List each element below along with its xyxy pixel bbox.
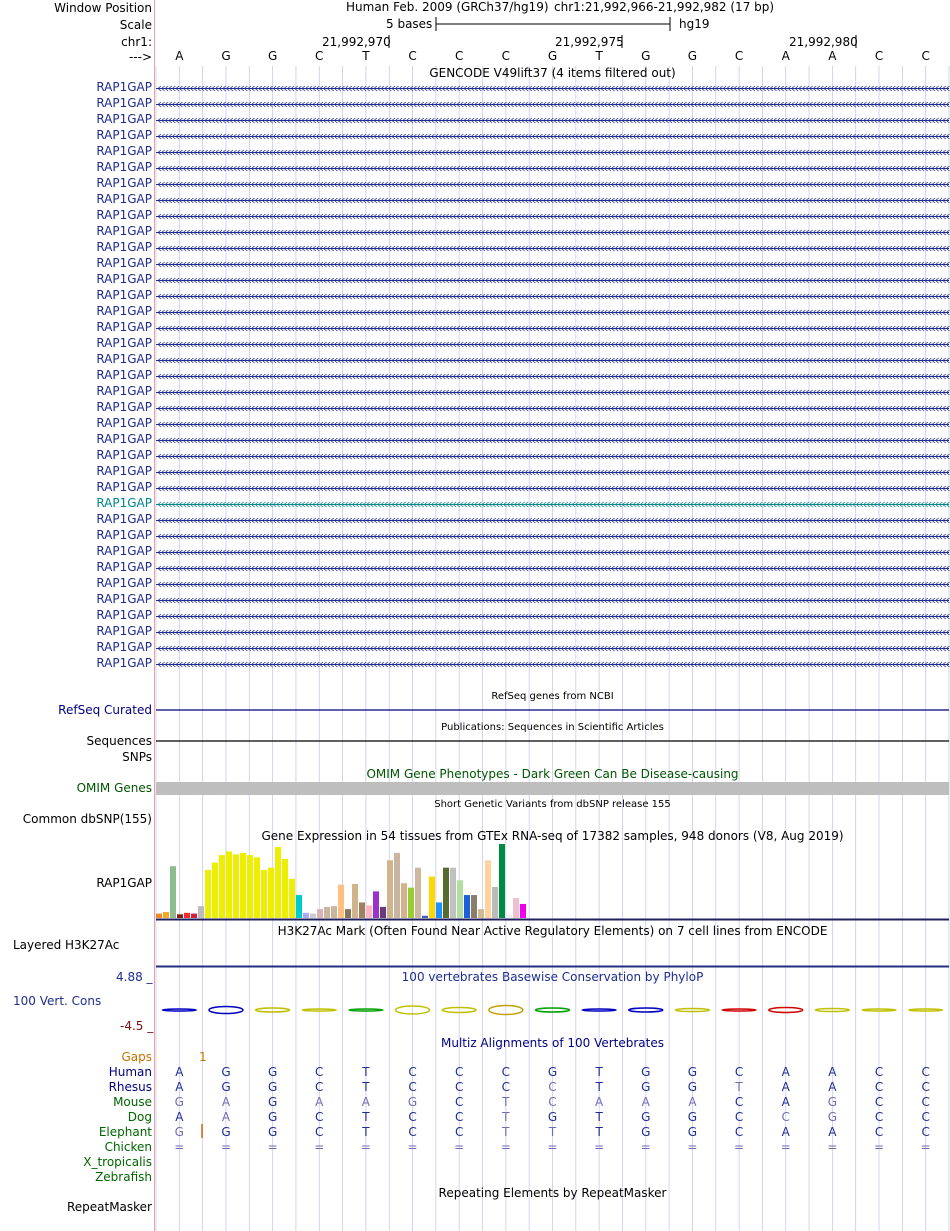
aligned-base: T	[595, 1125, 603, 1139]
gencode-gene-label[interactable]: RAP1GAP	[96, 128, 152, 142]
aligned-base: A	[315, 1095, 324, 1109]
gencode-gene-label[interactable]: RAP1GAP	[96, 176, 152, 190]
sequence-base: T	[362, 49, 370, 63]
gtex-tissue-bar	[471, 895, 477, 918]
aligned-base: G	[547, 1065, 558, 1079]
gtex-tissue-bar	[422, 916, 428, 918]
aligned-base: C	[455, 1065, 464, 1079]
gtex-tissue-bar	[275, 847, 281, 918]
gene-strand-arrows	[158, 582, 949, 587]
aligned-base: A	[781, 1125, 790, 1139]
aligned-base: A	[781, 1065, 790, 1079]
aligned-base: C	[408, 1125, 417, 1139]
gene-strand-arrows	[158, 150, 949, 155]
chrom-label: chr1:	[121, 35, 152, 49]
gtex-tissue-bar	[394, 853, 400, 918]
gtex-tissue-bar	[345, 909, 351, 918]
aligned-base: C	[874, 1095, 884, 1109]
aligned-base: G	[221, 1065, 231, 1079]
gtex-tissue-bar	[464, 895, 470, 918]
aligned-base: A	[781, 1095, 790, 1109]
gencode-gene-label[interactable]: RAP1GAP	[96, 240, 152, 254]
gtex-tissue-bar	[338, 885, 344, 918]
gtex-tissue-bar	[408, 888, 414, 918]
aligned-base: =	[734, 1140, 745, 1154]
gencode-gene-label[interactable]: RAP1GAP	[96, 544, 152, 558]
gtex-tissue-bar	[485, 860, 491, 918]
h3k27ac-track-label[interactable]: Layered H3K27Ac	[13, 938, 120, 952]
aligned-base: A	[828, 1080, 837, 1094]
aligned-base: C	[548, 1080, 557, 1094]
gtex-tissue-bar	[163, 912, 169, 918]
aligned-base: G	[547, 1110, 558, 1124]
gene-strand-arrows	[158, 550, 949, 555]
gene-strand-arrows	[158, 246, 949, 251]
gencode-gene-label[interactable]: RAP1GAP	[96, 112, 152, 126]
sequence-base: C	[501, 49, 511, 63]
aligned-base: G	[267, 1125, 278, 1139]
gencode-gene-label[interactable]: RAP1GAP	[96, 288, 152, 302]
gene-strand-arrows	[158, 502, 949, 507]
gtex-tissue-bar	[212, 863, 218, 919]
gtex-tissue-bar	[520, 904, 526, 918]
gene-strand-arrows	[158, 598, 949, 603]
gene-strand-arrows	[158, 326, 949, 331]
aligned-base: A	[221, 1095, 231, 1109]
gencode-gene-label[interactable]: RAP1GAP	[96, 640, 152, 654]
gencode-gene-label[interactable]: RAP1GAP	[96, 80, 152, 94]
strand-label: --->	[128, 50, 152, 64]
aligned-base: T	[502, 1110, 510, 1124]
gencode-gene-label[interactable]: RAP1GAP	[96, 528, 152, 542]
aligned-base: C	[408, 1110, 417, 1124]
gtex-tissue-bar	[478, 909, 484, 918]
gene-strand-arrows	[158, 166, 949, 171]
window-position-label: Window Position	[54, 1, 152, 15]
gencode-gene-label[interactable]: RAP1GAP	[96, 416, 152, 430]
gene-strand-arrows	[158, 182, 949, 187]
gtex-tissue-bar	[352, 884, 358, 918]
aligned-base: A	[781, 1080, 790, 1094]
aligned-base: C	[874, 1125, 884, 1139]
aligned-base: C	[501, 1065, 511, 1079]
gtex-tissue-bar	[373, 891, 379, 918]
gtex-tissue-bar	[303, 913, 309, 918]
aligned-base: =	[687, 1140, 698, 1154]
gtex-tissue-bar	[324, 907, 330, 918]
ruler-tick-label: 21,992,980	[789, 35, 858, 49]
aligned-base: G	[641, 1065, 651, 1079]
gencode-gene-label[interactable]: RAP1GAP	[96, 192, 152, 206]
repeatmasker-track-title[interactable]: Repeating Elements by RepeatMasker	[438, 1186, 667, 1200]
aligned-base: G	[827, 1095, 838, 1109]
gtex-tissue-bar	[317, 909, 323, 918]
aligned-base: G	[267, 1065, 278, 1079]
gtex-tissue-bar	[177, 914, 183, 918]
aligned-base: =	[454, 1140, 465, 1154]
aligned-base: =	[827, 1140, 838, 1154]
gtex-tissue-bar	[184, 913, 190, 918]
gene-strand-arrows	[158, 390, 949, 395]
gencode-gene-label[interactable]: RAP1GAP	[96, 384, 152, 398]
gencode-gene-label[interactable]: RAP1GAP	[96, 160, 152, 174]
aligned-base: G	[267, 1080, 278, 1094]
scale-text: 5 bases	[386, 17, 433, 31]
aligned-base: T	[735, 1080, 743, 1094]
aligned-base: T	[502, 1095, 510, 1109]
snps-label[interactable]: SNPs	[122, 750, 152, 764]
gtex-tissue-bar	[492, 887, 498, 918]
gene-strand-arrows	[158, 438, 949, 443]
gencode-gene-label[interactable]: RAP1GAP	[96, 448, 152, 462]
omim-bar	[156, 782, 949, 795]
aligned-base: =	[920, 1140, 931, 1154]
gene-strand-arrows	[158, 310, 949, 315]
species-label[interactable]: Mouse	[113, 1095, 152, 1109]
gtex-tissue-bar	[387, 860, 393, 918]
gene-strand-arrows	[158, 102, 949, 107]
species-label[interactable]: Chicken	[104, 1140, 152, 1154]
gencode-gene-label[interactable]: RAP1GAP	[96, 656, 152, 670]
gtex-tissue-bar	[443, 868, 449, 918]
aligned-base: C	[921, 1080, 930, 1094]
assembly-title: Human Feb. 2009 (GRCh37/hg19)	[346, 0, 549, 14]
gene-strand-arrows	[158, 230, 949, 235]
ruler-tick-label: 21,992,975	[555, 35, 624, 49]
aligned-base: C	[548, 1095, 557, 1109]
gencode-gene-label[interactable]: RAP1GAP	[96, 400, 152, 414]
aligned-base: A	[828, 1065, 837, 1079]
scale-label: Scale	[119, 18, 152, 32]
aligned-base: T	[595, 1065, 603, 1079]
gene-strand-arrows	[158, 630, 949, 635]
sequence-base: C	[315, 49, 324, 63]
aligned-base: T	[362, 1080, 370, 1094]
aligned-base: G	[407, 1095, 418, 1109]
gtex-tissue-bar	[226, 851, 232, 918]
aligned-base: C	[734, 1095, 744, 1109]
gtex-tissue-bar	[191, 914, 197, 918]
sequence-base: A	[175, 49, 184, 63]
gtex-tissue-bar	[156, 914, 162, 918]
aligned-base: C	[455, 1110, 464, 1124]
gene-strand-arrows	[158, 198, 949, 203]
aligned-base: C	[921, 1110, 930, 1124]
gtex-tissue-bar	[268, 868, 274, 918]
aligned-base: C	[874, 1110, 884, 1124]
aligned-base: C	[734, 1125, 744, 1139]
sequence-base: C	[921, 49, 930, 63]
omim-track-title[interactable]: OMIM Gene Phenotypes - Dark Green Can Be Disease-causing	[366, 767, 739, 781]
aligned-base: C	[921, 1095, 930, 1109]
gencode-gene-label[interactable]: RAP1GAP	[96, 96, 152, 110]
species-label[interactable]: Dog	[127, 1110, 152, 1124]
gtex-tissue-bar	[429, 877, 435, 918]
gtex-tissue-bar	[282, 859, 288, 918]
aligned-base: =	[500, 1140, 511, 1154]
sequence-base: C	[408, 49, 417, 63]
aligned-base: T	[502, 1125, 510, 1139]
gencode-gene-label[interactable]: RAP1GAP	[96, 496, 152, 510]
gencode-gene-label[interactable]: RAP1GAP	[96, 336, 152, 350]
aligned-base: G	[687, 1110, 698, 1124]
aligned-base: =	[873, 1140, 885, 1154]
gencode-track-title[interactable]: GENCODE V49lift37 (4 items filtered out)	[429, 66, 676, 80]
gtex-tissue-bar	[240, 853, 246, 918]
gene-strand-arrows	[158, 342, 949, 347]
gtex-tissue-bar	[219, 855, 225, 918]
aligned-base: G	[641, 1125, 651, 1139]
species-label[interactable]: Rhesus	[108, 1080, 152, 1094]
gtex-gene-label[interactable]: RAP1GAP	[96, 876, 152, 890]
multiz-track-title[interactable]: Multiz Alignments of 100 Vertebrates	[440, 1036, 665, 1050]
aligned-base: C	[921, 1125, 930, 1139]
aligned-base: C	[455, 1080, 464, 1094]
gtex-tissue-bar	[457, 880, 463, 918]
aligned-base: T	[362, 1125, 370, 1139]
aligned-base: C	[874, 1080, 884, 1094]
gtex-tissue-bar	[436, 902, 442, 918]
aligned-base: C	[921, 1065, 930, 1079]
aligned-base: A	[595, 1095, 604, 1109]
aligned-base: C	[315, 1065, 324, 1079]
aligned-base: C	[315, 1080, 324, 1094]
sequence-base: T	[595, 49, 603, 63]
aligned-base: T	[548, 1125, 557, 1139]
aligned-base: T	[595, 1080, 603, 1094]
aligned-base: C	[315, 1110, 324, 1124]
gencode-gene-label[interactable]: RAP1GAP	[96, 256, 152, 270]
gtex-tissue-bar	[198, 906, 204, 918]
gencode-gene-label[interactable]: RAP1GAP	[96, 304, 152, 318]
gene-strand-arrows	[158, 262, 949, 267]
gtex-tissue-bar	[401, 883, 407, 918]
gap-count-marker: 1	[199, 1050, 207, 1064]
gene-strand-arrows	[158, 614, 949, 619]
aligned-base: =	[267, 1140, 278, 1154]
gtex-tissue-bar	[205, 870, 211, 918]
aligned-base: C	[408, 1065, 417, 1079]
gencode-gene-label[interactable]: RAP1GAP	[96, 512, 152, 526]
gencode-gene-label[interactable]: RAP1GAP	[96, 560, 152, 574]
gtex-tissue-bar	[310, 914, 316, 918]
gene-strand-arrows	[158, 278, 949, 283]
gene-strand-arrows	[158, 646, 949, 651]
aligned-base: =	[407, 1140, 418, 1154]
aligned-base: =	[547, 1140, 558, 1154]
sequence-base: G	[547, 49, 558, 63]
gene-strand-arrows	[158, 86, 949, 91]
gencode-gene-label[interactable]: RAP1GAP	[96, 320, 152, 334]
aligned-base: A	[221, 1110, 231, 1124]
aligned-base: =	[594, 1140, 605, 1154]
gtex-tissue-bar	[506, 914, 512, 918]
gene-strand-arrows	[158, 518, 949, 523]
aligned-base: G	[174, 1125, 184, 1139]
aligned-base: =	[780, 1140, 791, 1154]
aligned-base: A	[175, 1110, 184, 1124]
aligned-base: G	[267, 1095, 278, 1109]
aligned-base: =	[640, 1140, 651, 1154]
gtex-tissue-bar	[233, 854, 239, 918]
db-name: hg19	[679, 17, 710, 31]
gtex-tissue-bar	[366, 905, 372, 918]
gtex-tissue-bar	[359, 902, 365, 918]
sequence-base: G	[687, 49, 698, 63]
aligned-base: T	[362, 1110, 370, 1124]
gencode-gene-label[interactable]: RAP1GAP	[96, 272, 152, 286]
species-label[interactable]: Elephant	[98, 1125, 152, 1139]
gencode-gene-label[interactable]: RAP1GAP	[96, 432, 152, 446]
gtex-tissue-bar	[247, 855, 253, 918]
gencode-gene-label[interactable]: RAP1GAP	[96, 592, 152, 606]
aligned-base: A	[688, 1095, 697, 1109]
aligned-base: =	[360, 1140, 371, 1154]
gencode-gene-label[interactable]: RAP1GAP	[96, 208, 152, 222]
dbsnp-track-label[interactable]: Common dbSNP(155)	[22, 812, 152, 826]
aligned-base: G	[221, 1125, 231, 1139]
gtex-tissue-bar	[289, 879, 295, 918]
phylop-ymax: 4.88 _	[116, 970, 153, 984]
species-label[interactable]: Zebrafish	[95, 1170, 152, 1184]
gene-strand-arrows	[158, 374, 949, 379]
publications-track-title[interactable]: Publications: Sequences in Scientific Articles	[441, 722, 664, 733]
aligned-base: A	[175, 1065, 184, 1079]
gtex-tissue-bar	[513, 898, 519, 918]
gencode-gene-label[interactable]: RAP1GAP	[96, 464, 152, 478]
aligned-base: C	[781, 1110, 790, 1124]
gtex-tissue-bar	[331, 906, 337, 918]
sequence-base: C	[874, 49, 884, 63]
aligned-base: C	[734, 1110, 744, 1124]
species-label[interactable]: Human	[108, 1065, 152, 1079]
sequence-base: C	[455, 49, 464, 63]
gene-strand-arrows	[158, 662, 949, 667]
gtex-tissue-bar	[380, 907, 386, 918]
sequence-base: G	[267, 49, 278, 63]
aligned-base: C	[455, 1095, 464, 1109]
gene-strand-arrows	[158, 486, 949, 491]
gencode-gene-label[interactable]: RAP1GAP	[96, 224, 152, 238]
aligned-base: =	[174, 1140, 185, 1154]
gene-strand-arrows	[158, 566, 949, 571]
gtex-tissue-bar	[415, 868, 421, 918]
sequence-base: A	[781, 49, 790, 63]
refseq-track-label[interactable]: RefSeq Curated	[58, 703, 152, 717]
phylop-ymin: -4.5 _	[120, 1019, 154, 1033]
gtex-tissue-bar	[261, 870, 267, 918]
aligned-base: G	[174, 1095, 184, 1109]
gtex-tissue-bar	[170, 866, 176, 918]
sequence-base: G	[221, 49, 231, 63]
phylop-track-title[interactable]: 100 vertebrates Basewise Conservation by PhyloP	[401, 970, 704, 984]
aligned-base: T	[595, 1110, 603, 1124]
phylop-track-label[interactable]: 100 Vert. Cons	[13, 994, 102, 1008]
gencode-gene-label[interactable]: RAP1GAP	[96, 352, 152, 366]
gtex-tissue-bar	[450, 868, 456, 918]
publications-track-label[interactable]: Sequences	[86, 734, 152, 748]
aligned-base: G	[267, 1110, 278, 1124]
gencode-gene-label[interactable]: RAP1GAP	[96, 624, 152, 638]
gencode-gene-label[interactable]: RAP1GAP	[96, 368, 152, 382]
omim-track-label[interactable]: OMIM Genes	[76, 781, 152, 795]
gene-strand-arrows	[158, 534, 949, 539]
position-readout: chr1:21,992,966-21,992,982 (17 bp)	[554, 0, 775, 14]
gene-strand-arrows	[158, 422, 949, 427]
aligned-base: C	[501, 1080, 511, 1094]
repeatmasker-track-label[interactable]: RepeatMasker	[66, 1200, 152, 1214]
gencode-gene-label[interactable]: RAP1GAP	[96, 144, 152, 158]
gene-strand-arrows	[158, 118, 949, 123]
gtex-tissue-bar	[254, 857, 260, 918]
gene-strand-arrows	[158, 454, 949, 459]
sequence-base: C	[734, 49, 744, 63]
gtex-track-title[interactable]: Gene Expression in 54 tissues from GTEx RNA-seq of 17382 samples, 948 donors (V8, Aug 2019)	[261, 829, 844, 843]
aligned-base: =	[220, 1140, 231, 1154]
gaps-label[interactable]: Gaps	[121, 1050, 152, 1064]
sequence-base: G	[641, 49, 651, 63]
gene-strand-arrows	[158, 406, 949, 411]
ruler-tick-label: 21,992,970	[322, 35, 391, 49]
gene-strand-arrows	[158, 134, 949, 139]
aligned-base: A	[361, 1095, 371, 1109]
dbsnp-track-title[interactable]: Short Genetic Variants from dbSNP release 155	[434, 799, 671, 810]
aligned-base: G	[221, 1080, 231, 1094]
gencode-gene-label[interactable]: RAP1GAP	[96, 480, 152, 494]
gtex-tissue-bar	[296, 895, 302, 918]
aligned-base: C	[408, 1080, 417, 1094]
h3k27ac-track-title[interactable]: H3K27Ac Mark (Often Found Near Active Regulatory Elements) on 7 cell lines from ENCODE	[277, 924, 828, 938]
refseq-track-title[interactable]: RefSeq genes from NCBI	[491, 691, 614, 702]
aligned-base: G	[641, 1080, 651, 1094]
aligned-base: G	[687, 1080, 698, 1094]
aligned-base: =	[314, 1140, 325, 1154]
gene-strand-arrows	[158, 294, 949, 299]
gtex-tissue-bar	[499, 844, 505, 918]
aligned-base: G	[641, 1110, 651, 1124]
gene-strand-arrows	[158, 358, 949, 363]
gencode-gene-label[interactable]: RAP1GAP	[96, 576, 152, 590]
gene-strand-arrows	[158, 214, 949, 219]
gencode-gene-label[interactable]: RAP1GAP	[96, 608, 152, 622]
aligned-base: A	[175, 1080, 184, 1094]
sequence-base: A	[828, 49, 837, 63]
aligned-base: G	[827, 1110, 838, 1124]
aligned-base: A	[641, 1095, 650, 1109]
aligned-base: C	[734, 1065, 744, 1079]
aligned-base: T	[362, 1065, 370, 1079]
aligned-base: C	[874, 1065, 884, 1079]
aligned-base: C	[455, 1125, 464, 1139]
aligned-base: G	[687, 1125, 698, 1139]
aligned-base: A	[828, 1125, 837, 1139]
gene-strand-arrows	[158, 470, 949, 475]
aligned-base: G	[687, 1065, 698, 1079]
species-label[interactable]: X_tropicalis	[83, 1155, 152, 1169]
aligned-base: C	[315, 1125, 324, 1139]
